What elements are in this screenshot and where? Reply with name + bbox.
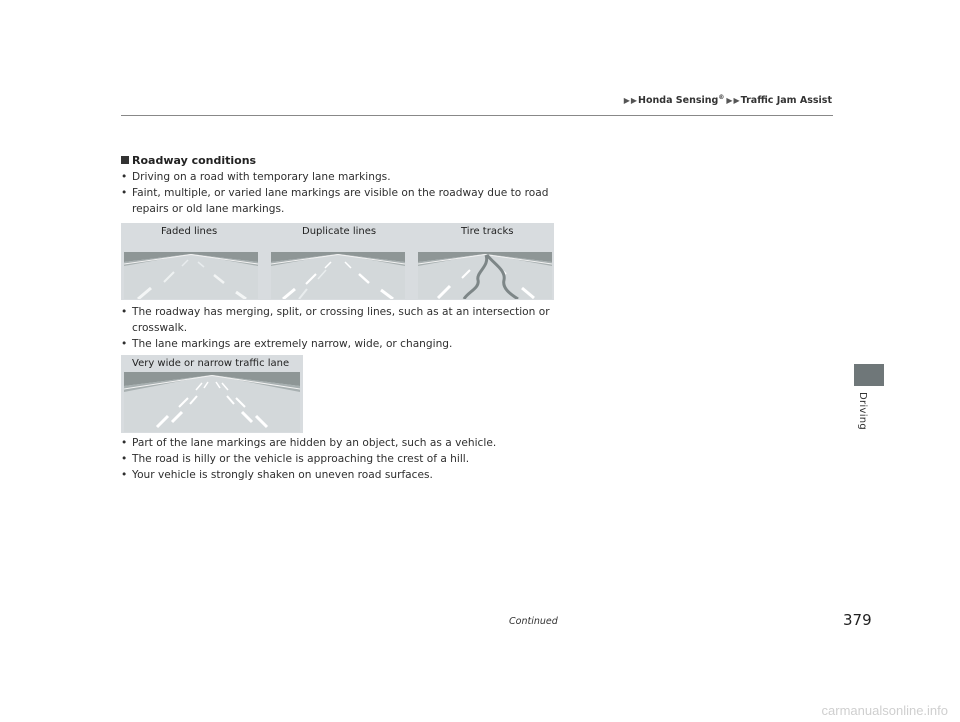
lane-markings-figure — [121, 223, 554, 300]
figure-label-wide-narrow-lane: Very wide or narrow traffic lane — [132, 358, 290, 369]
faded-lines-road-illustration — [124, 252, 258, 299]
list-item: • The lane markings are extremely narrow, wide, or changing. — [121, 338, 453, 350]
tire-tracks-road-illustration — [418, 252, 552, 299]
bullet-list-2 — [121, 304, 571, 352]
section-title — [121, 154, 256, 167]
list-item: • The roadway has merging, split, or crossing lines, such as at an intersection or crosswalk. — [121, 306, 550, 334]
registered-mark: ® — [718, 94, 725, 101]
breadcrumb-arrow-icon: ▶ — [623, 96, 630, 106]
figure-label-faded-lines: Faded lines — [161, 226, 218, 237]
list-item: • Part of the lane markings are hidden by an object, such as a vehicle. — [121, 437, 497, 449]
breadcrumb-arrow-icon: ▶ — [733, 96, 740, 106]
list-item: • The road is hilly or the vehicle is approaching the crest of a hill. — [121, 453, 470, 465]
breadcrumb — [624, 94, 832, 106]
wide-narrow-lane-road-illustration — [124, 372, 300, 432]
chapter-tab-marker — [854, 364, 884, 386]
section-title-text: Roadway conditions — [132, 154, 257, 167]
lane-width-figure — [121, 355, 303, 433]
header-divider — [121, 115, 833, 116]
bullet-list-1 — [121, 169, 571, 217]
bullet-icon: • — [121, 469, 128, 481]
breadcrumb-arrow-icon: ▶ — [726, 96, 733, 106]
continued-note: Continued — [509, 616, 558, 627]
list-item: • Your vehicle is strongly shaken on uneven road surfaces. — [121, 469, 433, 481]
list-item: • Driving on a road with temporary lane markings. — [121, 171, 391, 183]
figure-label-duplicate-lines: Duplicate lines — [302, 226, 377, 237]
breadcrumb-part-1: Honda Sensing — [638, 95, 719, 107]
breadcrumb-part-2: Traffic Jam Assist — [740, 95, 832, 107]
bullet-icon: • — [121, 338, 128, 350]
duplicate-lines-road-illustration — [271, 252, 405, 299]
figure-label-tire-tracks: Tire tracks — [461, 226, 514, 237]
bullet-icon: • — [121, 171, 128, 183]
bullet-icon: • — [121, 306, 128, 318]
list-item: • Faint, multiple, or varied lane markings are visible on the roadway due to road repairs or old lane markings. — [121, 187, 549, 215]
bullet-icon: • — [121, 437, 128, 449]
watermark: carmanualsonline.info — [821, 703, 948, 718]
bullet-icon: • — [121, 187, 128, 199]
chapter-tab-label: Driving — [857, 392, 868, 431]
breadcrumb-arrow-icon: ▶ — [630, 96, 638, 106]
page-number: 379 — [843, 611, 872, 629]
bullet-list-3 — [121, 435, 571, 483]
bullet-icon: • — [121, 453, 128, 465]
section-marker-icon — [121, 156, 129, 164]
